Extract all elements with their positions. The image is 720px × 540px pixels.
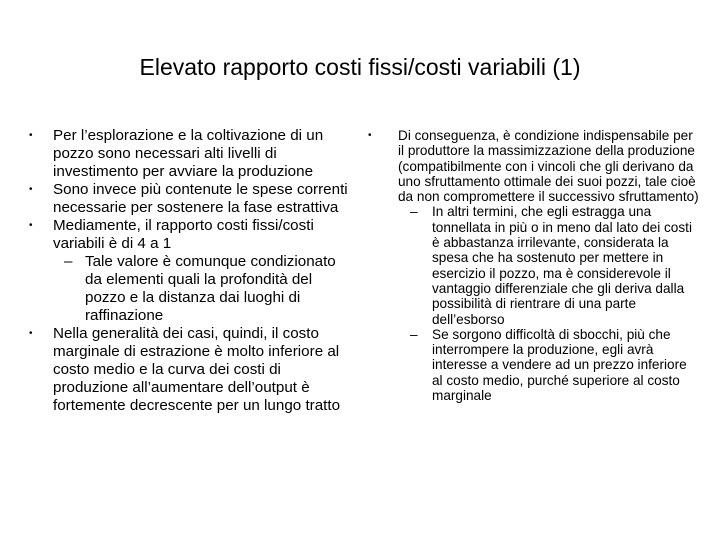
list-item — [366, 128, 700, 403]
sub-bullet-text: In altri termini, che egli estragga una tonnellata in più o in meno dal lato dei costi è abbastanza irrilevante, considerata la spesa che ha sostenuto per mettere in esercizio il pozzo, ma è considerevole il vantaggio differenziale che gli deriva dalla possibilità di rientrare di una parte dell’esborso — [432, 204, 692, 327]
bullet-text: Nella generalità dei casi, quindi, il costo marginale di estrazione è molto inferiore al costo medio e la curva dei costi di produzione all’aumentare dell’output è fortemente decrescente per un lungo tratto — [53, 325, 341, 414]
bullet-text: Di conseguenza, è condizione indispensabile per il produttore la massimizzazione della produzione (compatibilmente con i vincoli che gli derivano da uno sfruttamento ottimale dei suoi pozzi, tale cioè da non compromettere il successivo sfruttamento) — [398, 128, 699, 205]
dash-icon: – — [410, 204, 418, 220]
right-column — [366, 128, 700, 403]
left-column — [28, 127, 354, 415]
dash-icon: – — [64, 253, 73, 270]
sub-bullet-text: Tale valore è comunque condizionato da elementi quali la profondità del pozzo e la distanza dai luoghi di raffinazione — [85, 253, 336, 324]
sub-list — [53, 253, 354, 325]
sub-list-item — [53, 253, 354, 325]
sub-list — [398, 204, 700, 403]
bullet-text: Per l’esplorazione e la coltivazione di un pozzo sono necessari alti livelli di investimento per avviare la produzione — [53, 127, 324, 180]
bullet-icon: • — [29, 328, 33, 339]
slide-title: Elevato rapporto costi fissi/costi variabili (1) — [139, 54, 581, 80]
bullet-text: Mediamente, il rapporto costi fissi/costi variabili è di 4 a 1 — [53, 217, 314, 252]
list-item — [28, 181, 354, 217]
dash-icon: – — [410, 326, 418, 342]
sub-list-item — [398, 327, 700, 403]
bullet-icon: • — [368, 130, 372, 141]
list-item — [28, 217, 354, 325]
bullet-icon: • — [29, 184, 33, 195]
list-item — [28, 127, 354, 181]
bullet-text: Sono invece più contenute le spese correnti necessarie per sostenere la fase estrattiva — [53, 181, 348, 216]
sub-list-item — [398, 204, 700, 326]
bullet-icon: • — [29, 130, 33, 141]
bullet-icon: • — [29, 220, 33, 231]
sub-bullet-text: Se sorgono difficoltà di sbocchi, più che interrompere la produzione, egli avrà interesse a vendere ad un prezzo inferiore al costo medio, purché superiore al costo marginale — [432, 326, 687, 404]
list-item — [28, 325, 354, 415]
